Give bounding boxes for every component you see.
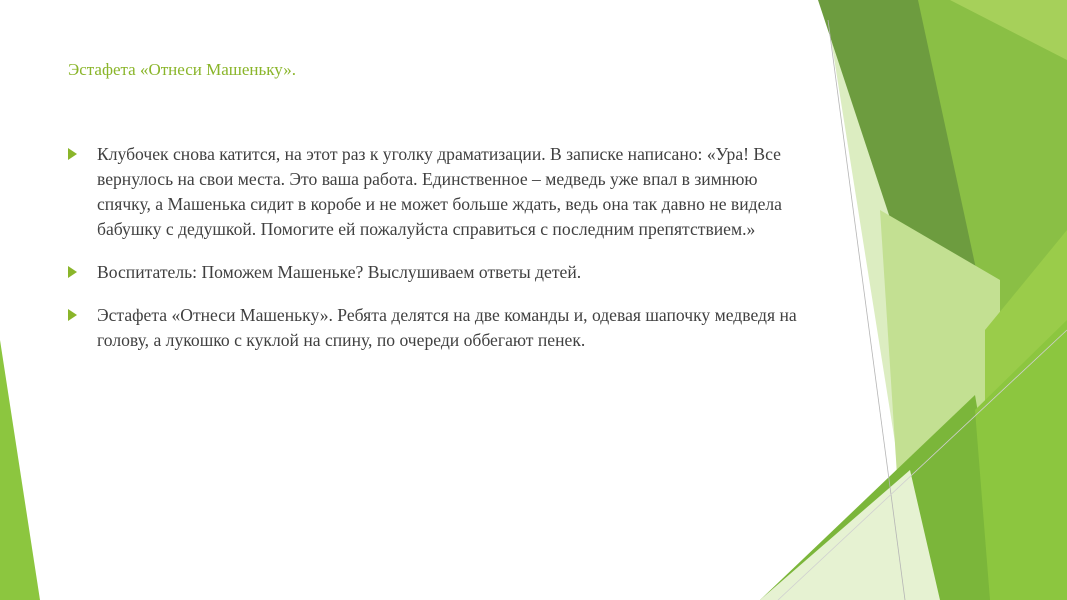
- bottom-pale-shape: [760, 470, 940, 600]
- slide-title: Эстафета «Отнеси Машеньку».: [68, 60, 296, 79]
- bullet-text: Воспитатель: Поможем Машеньке? Выслушиваем ответы детей.: [97, 262, 582, 282]
- triangle-bullet-icon: [68, 266, 77, 278]
- bullet-item: [68, 142, 808, 242]
- triangle-bullet-icon: [68, 309, 77, 321]
- bullet-item: [68, 260, 808, 285]
- bullet-list: [68, 142, 808, 371]
- bullet-item: [68, 303, 808, 353]
- triangle-bullet-icon: [68, 148, 77, 160]
- bullet-text: Клубочек снова катится, на этот раз к уголку драматизации. В записке написано: «Ура! Все вернулось на свои места. Это ваша работа. Единственное – медведь уже впал в зимнюю спячку, а Машенька сидит в коробе и не может больше ждать, ведь она так давно не видела бабушку с дедушкой. Помогите ей пожалуйста справиться с последним препятствием.»: [97, 144, 782, 239]
- left-edge-shape: [0, 340, 40, 600]
- bullet-text: Эстафета «Отнеси Машеньку». Ребята делятся на две команды и, одевая шапочку медведя на голову, а лукошко с куклой на спину, по очереди оббегают пенек.: [97, 305, 797, 350]
